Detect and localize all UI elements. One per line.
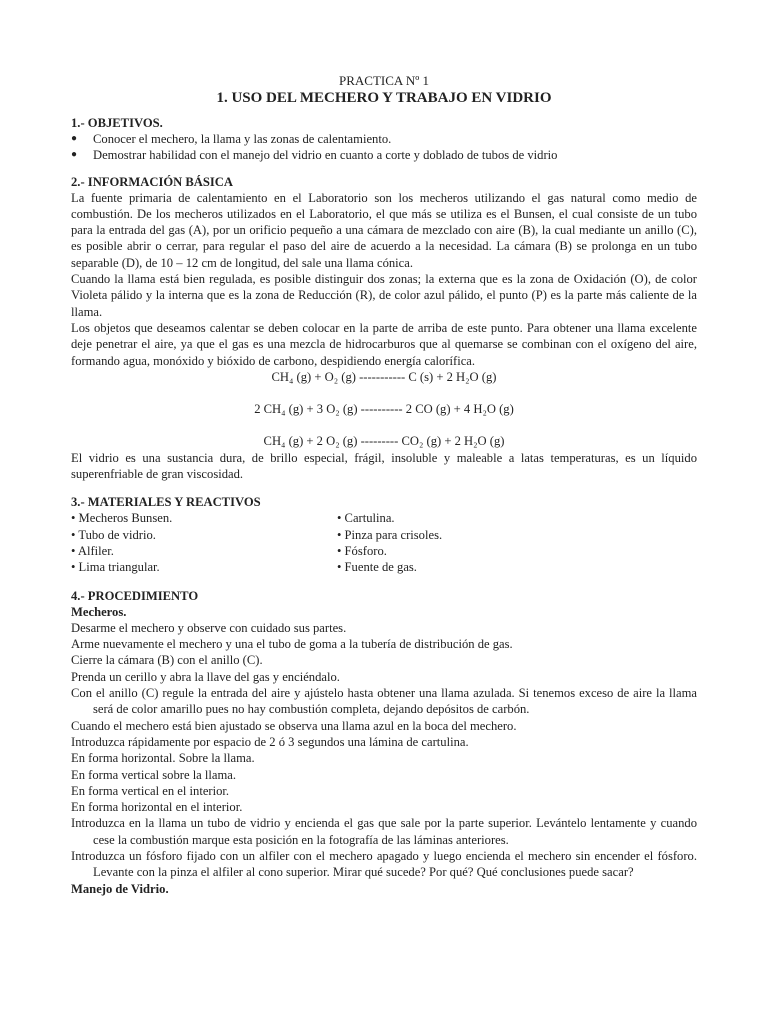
paragraph: Cuando la llama está bien regulada, es posible distinguir dos zonas; la externa que es la zona de Oxidación (O), de color Violeta pálido y la interna que es la zona de Reducción (R), de color azul pálido, el punto (P) es la parte más caliente de la llama. [71, 272, 697, 319]
equation-1: CH₄ (g) + O₂ (g) ----------- C (s) + 2 H₂O (g) [271, 369, 497, 384]
step: En forma horizontal. Sobre la llama. [71, 751, 255, 766]
list-item: • Alfiler. [71, 543, 114, 558]
page-title: 1. USO DEL MECHERO Y TRABAJO EN VIDRIO [216, 90, 552, 106]
step: Introduzca rápidamente por espacio de 2 ó 3 segundos una lámina de cartulina. [71, 734, 469, 749]
list-item: ● Demostrar habilidad con el manejo del vidrio en cuanto a corte y doblado de tubos de vidrio [71, 147, 697, 163]
step: En forma vertical sobre la llama. [71, 767, 237, 782]
paragraph: El vidrio es una sustancia dura, de brillo especial, frágil, insoluble y maleable a latas temperaturas, es un líquido superenfriable de gran viscosidad. [71, 450, 697, 482]
procedimiento-heading: 4.- PROCEDIMIENTO [71, 588, 199, 603]
list-item: • Mecheros Bunsen. [71, 511, 173, 526]
list-item: • Tubo de vidrio. [71, 527, 156, 542]
paragraph: La fuente primaria de calentamiento en el Laboratorio son los mecheros utilizando el gas natural como medio de combustión. De los mecheros utilizados en el Laboratorio, el que más se utiliza es el Bunsen, el cual consiste de un tubo para la entrada del gas (A), por un orificio pequeño a una cámara de mezclado con aire (B), la cual mediante un anillo (C), es posible abrir o cerrar, para regular el paso del aire de acuerdo a la necesidad. La cámara (B) se prolonga en un tubo separable (D), de 10 – 12 cm de longitud, del sale una llama cónica. [71, 190, 697, 270]
step: En forma horizontal en el interior. [71, 800, 243, 815]
materiales-heading: 3.- MATERIALES Y REACTIVOS [71, 495, 261, 510]
subheading-mecheros: Mecheros. [71, 604, 127, 619]
list-item: • Fuente de gas. [337, 560, 417, 575]
practica-label: PRACTICA Nº 1 [339, 73, 429, 88]
step: Cuando el mechero está bien ajustado se observa una llama azul en la boca del mechero. [71, 718, 517, 733]
informacion-heading: 2.- INFORMACIÓN BÁSICA [71, 174, 233, 189]
objetivos-heading: 1.- OBJETIVOS. [71, 116, 163, 130]
step: Cierre la cámara (B) con el anillo (C). [71, 653, 263, 668]
document-content [71, 72, 697, 897]
step: Introduzca en la llama un tubo de vidrio y encienda el gas que sale por la parte superior. Levántelo lentamente y cuando cese la combustión marque esta posición en la fotografía de las láminas anteriores. [71, 816, 697, 847]
list-item: ● Conocer el mechero, la llama y las zonas de calentamiento. [71, 131, 697, 147]
step: Introduzca un fósforo fijado con un alfiler con el mechero apagado y luego encienda el mechero sin encender el fósforo. Levante con la pinza el alfiler al cono superior. Mirar qué sucede? Por qué? Qué conclusiones puede sacar? [71, 848, 697, 880]
step: En forma vertical en el interior. [71, 783, 230, 798]
list-item: • Cartulina. [337, 511, 395, 526]
paragraph: Los objetos que deseamos calentar se deben colocar en la parte de arriba de este punto. Para obtener una llama excelente deje penetrar el aire, ya que el gas es una mezcla de hidrocarburos que al quemarse se combinan con el oxígeno del aire, formando agua, monóxido y bióxido de carbono, despidiendo energía calorífica. [71, 320, 697, 368]
objetivos-list [71, 131, 697, 164]
step: Con el anillo (C) regule la entrada del aire y ajústelo hasta obtener una llama azulada. Si tenemos exceso de aire la llama será de color amarillo pues no hay combustión completa, dejando depósitos de carbón. [71, 686, 697, 717]
subheading-manejo-vidrio: Manejo de Vidrio. [71, 881, 169, 896]
equation-3: CH₄ (g) + 2 O₂ (g) --------- CO₂ (g) + 2 H₂O (g) [263, 434, 505, 449]
list-item: • Pinza para crisoles. [337, 527, 443, 542]
step: Prenda un cerillo y abra la llave del gas y enciéndalo. [71, 669, 340, 684]
step: Desarme el mechero y observe con cuidado sus partes. [71, 620, 347, 635]
materiales-left [71, 510, 337, 575]
materiales-columns [71, 510, 697, 575]
step: Arme nuevamente el mechero y una el tubo de goma a la tubería de distribución de gas. [71, 637, 513, 652]
materiales-right [337, 510, 697, 575]
list-item: • Lima triangular. [71, 560, 160, 575]
list-item: • Fósforo. [337, 543, 387, 558]
equation-2: 2 CH₄ (g) + 3 O₂ (g) ---------- 2 CO (g) + 4 H₂O (g) [254, 402, 514, 417]
